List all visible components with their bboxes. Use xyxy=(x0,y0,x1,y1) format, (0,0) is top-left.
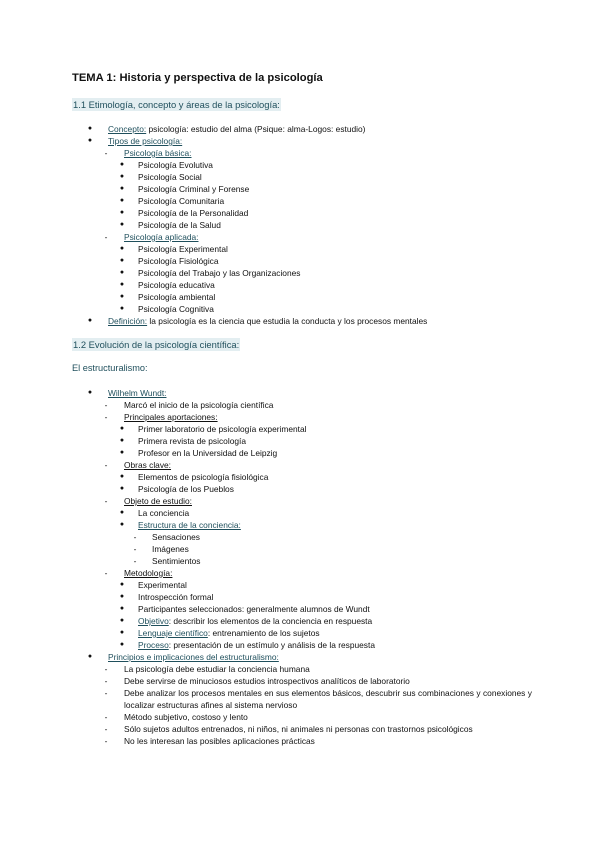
list-item: Primera revista de psicología xyxy=(138,436,246,446)
list-item: Psicología Criminal y Forense xyxy=(138,184,250,194)
bullet-icon: ● xyxy=(119,509,125,516)
bullet-icon: ● xyxy=(119,593,125,600)
bullet-icon: ● xyxy=(87,137,93,144)
bullet-icon: ● xyxy=(119,221,125,228)
list-item: Sensaciones xyxy=(152,532,200,542)
bullet-icon: ● xyxy=(119,629,125,636)
metodologia-label: Metodología: xyxy=(124,568,173,578)
list-item: Participantes seleccionados: generalmente alumnos de Wundt xyxy=(138,604,370,614)
bullet-icon: ● xyxy=(119,305,125,312)
bullet-icon: ● xyxy=(119,425,125,432)
list-item: Sentimientos xyxy=(152,556,201,566)
list-item: La psicología debe estudiar la conciencia humana xyxy=(124,664,310,674)
dash-icon: - xyxy=(104,724,108,734)
bullet-icon: ● xyxy=(119,449,125,456)
list-item: Psicología Cognitiva xyxy=(138,304,214,314)
list-item: Método subjetivo, costoso y lento xyxy=(124,712,248,722)
aportaciones-label: Principales aportaciones: xyxy=(124,412,218,422)
subheading-estructuralismo: El estructuralismo: xyxy=(72,363,148,373)
list-item: Elementos de psicología fisiológica xyxy=(138,472,269,482)
list-item: Psicología Experimental xyxy=(138,244,228,254)
lenguaje-item: Lenguaje científico: entrenamiento de los sujetos xyxy=(138,628,320,638)
dash-icon: - xyxy=(104,664,108,674)
bullet-icon: ● xyxy=(119,617,125,624)
list-item: Psicología Social xyxy=(138,172,202,182)
bullet-icon: ● xyxy=(119,521,125,528)
bullet-icon: ● xyxy=(87,389,93,396)
concepto-item: Concepto: psicología: estudio del alma (Psique: alma-Logos: estudio) xyxy=(108,124,366,134)
list-item: Debe analizar los procesos mentales en sus elementos básicos, descubrir sus combinaciones y conexiones y localizar estructuras afines al sistema nervioso xyxy=(124,688,532,710)
list-item: Psicología de la Salud xyxy=(138,220,221,230)
bullet-icon: ● xyxy=(119,197,125,204)
list-item: Introspección formal xyxy=(138,592,214,602)
definicion-label: Definición: xyxy=(108,316,148,326)
bullet-icon: ● xyxy=(87,317,93,324)
bullet-icon: ● xyxy=(119,281,125,288)
dash-icon: - xyxy=(104,712,108,722)
dash-icon: - xyxy=(133,556,137,566)
list-item: Psicología de la Personalidad xyxy=(138,208,249,218)
list-item: Psicología de los Pueblos xyxy=(138,484,234,494)
bullet-icon: ● xyxy=(119,473,125,480)
bullet-icon: ● xyxy=(119,605,125,612)
list-item: Psicología Comunitaria xyxy=(138,196,225,206)
list-item: Experimental xyxy=(138,580,187,590)
dash-icon: - xyxy=(104,400,108,410)
objeto-label: Objeto de estudio: xyxy=(124,496,192,506)
bullet-icon: ● xyxy=(119,161,125,168)
bullet-icon: ● xyxy=(119,209,125,216)
list-item: Sólo sujetos adultos entrenados, ni niños, ni animales ni personas con trastornos psicológicos xyxy=(124,724,473,734)
list-item: Psicología Evolutiva xyxy=(138,160,213,170)
proceso-item: Proceso: presentación de un estímulo y análisis de la respuesta xyxy=(138,640,375,650)
bullet-icon: ● xyxy=(119,185,125,192)
dash-icon: - xyxy=(104,688,108,698)
definicion-item: Definición: la psicología es la ciencia que estudia la conducta y los procesos mentales xyxy=(108,316,428,326)
bullet-icon: ● xyxy=(119,485,125,492)
dash-icon: - xyxy=(104,460,108,470)
estructura-label: Estructura de la conciencia: xyxy=(138,520,241,530)
section-heading-1-1: 1.1 Etimología, concepto y áreas de la psicología: xyxy=(73,99,280,110)
dash-icon: - xyxy=(133,532,137,542)
dash-icon: - xyxy=(104,412,108,422)
aplicada-label: Psicología aplicada: xyxy=(124,232,199,242)
dash-icon: - xyxy=(104,736,108,746)
principios-label: Principios e implicaciones del estructuralismo: xyxy=(108,652,279,662)
tipos-label: Tipos de psicología: xyxy=(108,136,183,146)
list-item: Profesor en la Universidad de Leipzig xyxy=(138,448,278,458)
list-item: Debe servirse de minuciosos estudios introspectivos analíticos de laboratorio xyxy=(124,676,410,686)
list-item: No les interesan las posibles aplicaciones prácticas xyxy=(124,736,315,746)
dash-icon: - xyxy=(104,232,108,242)
list-item: La conciencia xyxy=(138,508,190,518)
dash-icon: - xyxy=(133,544,137,554)
basica-label: Psicología básica: xyxy=(124,148,192,158)
list-item: Psicología Fisiológica xyxy=(138,256,219,266)
dash-icon: - xyxy=(104,676,108,686)
bullet-icon: ● xyxy=(119,437,125,444)
bullet-icon: ● xyxy=(119,581,125,588)
dash-icon: - xyxy=(104,148,108,158)
section-heading-1-2: 1.2 Evolución de la psicología científica: xyxy=(73,339,240,350)
bullet-icon: ● xyxy=(119,257,125,264)
bullet-icon: ● xyxy=(119,641,125,648)
bullet-icon: ● xyxy=(119,173,125,180)
dash-icon: - xyxy=(104,496,108,506)
list-item: Primer laboratorio de psicología experimental xyxy=(138,424,307,434)
obras-label: Obras clave: xyxy=(124,460,172,470)
bullet-icon: ● xyxy=(119,293,125,300)
wundt-label: Wilhelm Wundt: xyxy=(108,388,167,398)
bullet-icon: ● xyxy=(119,245,125,252)
list-item: Psicología educativa xyxy=(138,280,215,290)
bullet-icon: ● xyxy=(119,269,125,276)
list-item: Imágenes xyxy=(152,544,189,554)
dash-icon: - xyxy=(104,568,108,578)
list-item: Psicología ambiental xyxy=(138,292,216,302)
list-item: Marcó el inicio de la psicología científica xyxy=(124,400,274,410)
page-title: TEMA 1: Historia y perspectiva de la psicología xyxy=(72,72,323,84)
bullet-icon: ● xyxy=(87,653,93,660)
concepto-label: Concepto: xyxy=(108,124,147,134)
bullet-icon: ● xyxy=(87,125,93,132)
list-item: Psicología del Trabajo y las Organizaciones xyxy=(138,268,301,278)
objetivo-item: Objetivo: describir los elementos de la conciencia en respuesta xyxy=(138,616,373,626)
